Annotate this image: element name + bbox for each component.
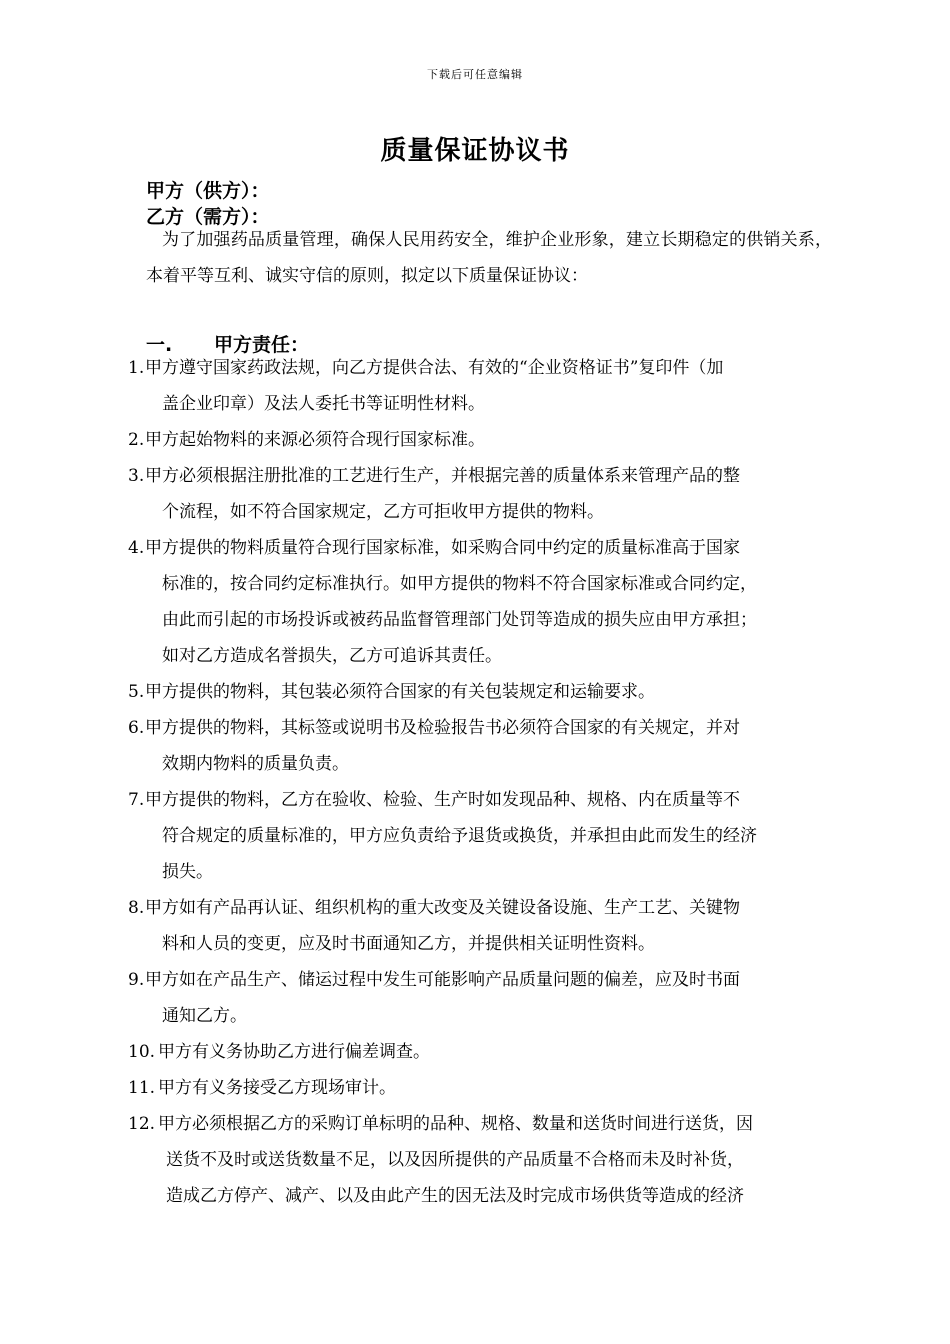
clause-line: 甲方提供的物料质量符合现行国家标准，如采购合同中约定的质量标准高于国家: [145, 538, 740, 558]
clause-line: 标准的，按合同约定标准执行。如甲方提供的物料不符合国家标准或合同约定，: [162, 574, 757, 594]
clause-line: 效期内物料的质量负责。: [162, 754, 349, 774]
clause-item: [128, 1106, 832, 1214]
clause-number: 12.: [128, 1114, 156, 1134]
clause-line: 甲方如在产品生产、储运过程中发生可能影响产品质量问题的偏差，应及时书面: [145, 970, 740, 990]
clause-number: 5.: [128, 682, 145, 702]
section-title: 甲方责任：: [214, 334, 310, 356]
clause-item: [128, 1070, 832, 1106]
clause-number: 1.: [128, 358, 145, 378]
clause-number: 4.: [128, 538, 145, 558]
clause-line: 甲方起始物料的来源必须符合现行国家标准。: [145, 430, 485, 450]
intro-paragraph: 为了加强药品质量管理，确保人民用药安全，维护企业形象，建立长期稳定的供销关系，本着平等互利、诚实守信的原则，拟定以下质量保证协议：: [146, 230, 832, 286]
party-a-label: 甲方（供方）：: [146, 180, 270, 202]
clause-item: [128, 962, 832, 1034]
section-number: 一.: [146, 334, 173, 356]
clause-item: [128, 458, 832, 530]
party-b-label: 乙方（需方）：: [146, 206, 270, 228]
clause-line: 甲方如有产品再认证、组织机构的重大改变及关键设备设施、生产工艺、关键物: [145, 898, 740, 918]
clause-list: [128, 350, 832, 1214]
clause-line: 通知乙方。: [162, 1006, 247, 1026]
document-title: 质量保证协议书: [380, 136, 570, 166]
clause-number: 6.: [128, 718, 145, 738]
clause-line: 甲方必须根据乙方的采购订单标明的品种、规格、数量和送货时间进行送货，因: [158, 1114, 753, 1134]
clause-line: 甲方提供的物料，其标签或说明书及检验报告书必须符合国家的有关规定，并对: [145, 718, 740, 738]
clause-line: 个流程，如不符合国家规定，乙方可拒收甲方提供的物料。: [162, 502, 604, 522]
clause-line: 甲方遵守国家药政法规，向乙方提供合法、有效的“企业资格证书”复印件（加: [145, 358, 724, 378]
header-note: 下载后可任意编辑: [427, 68, 523, 81]
clause-number: 10.: [128, 1042, 156, 1062]
clause-number: 11.: [128, 1078, 156, 1098]
clause-line: 造成乙方停产、减产、以及由此产生的因无法及时完成市场供货等造成的经济: [166, 1186, 744, 1206]
clause-number: 9.: [128, 970, 145, 990]
clause-item: [128, 1034, 832, 1070]
clause-item: [128, 674, 832, 710]
clause-line: 送货不及时或送货数量不足，以及因所提供的产品质量不合格而未及时补货，: [166, 1150, 744, 1170]
clause-item: [128, 422, 832, 458]
clause-line: 如对乙方造成名誉损失，乙方可追诉其责任。: [162, 646, 502, 666]
clause-number: 2.: [128, 430, 145, 450]
clause-number: 7.: [128, 790, 145, 810]
clause-line: 由此而引起的市场投诉或被药品监督管理部门处罚等造成的损失应由甲方承担；: [162, 610, 757, 630]
clause-number: 8.: [128, 898, 145, 918]
clause-item: [128, 782, 832, 890]
clause-line: 甲方有义务协助乙方进行偏差调查。: [158, 1042, 430, 1062]
clause-line: 盖企业印章）及法人委托书等证明性材料。: [162, 394, 485, 414]
clause-line: 甲方有义务接受乙方现场审计。: [158, 1078, 396, 1098]
clause-line: 甲方提供的物料，其包装必须符合国家的有关包装规定和运输要求。: [145, 682, 655, 702]
clause-line: 甲方提供的物料，乙方在验收、检验、生产时如发现品种、规格、内在质量等不: [145, 790, 740, 810]
clause-line: 甲方必须根据注册批准的工艺进行生产，并根据完善的质量体系来管理产品的整: [145, 466, 740, 486]
clause-item: [128, 890, 832, 962]
clause-line: 料和人员的变更，应及时书面通知乙方，并提供相关证明性资料。: [162, 934, 655, 954]
clause-number: 3.: [128, 466, 145, 486]
clause-item: [128, 350, 832, 422]
clause-item: [128, 530, 832, 674]
clause-line: 损失。: [162, 862, 213, 882]
clause-line: 符合规定的质量标准的，甲方应负责给予退货或换货，并承担由此而发生的经济: [162, 826, 757, 846]
clause-item: [128, 710, 832, 782]
